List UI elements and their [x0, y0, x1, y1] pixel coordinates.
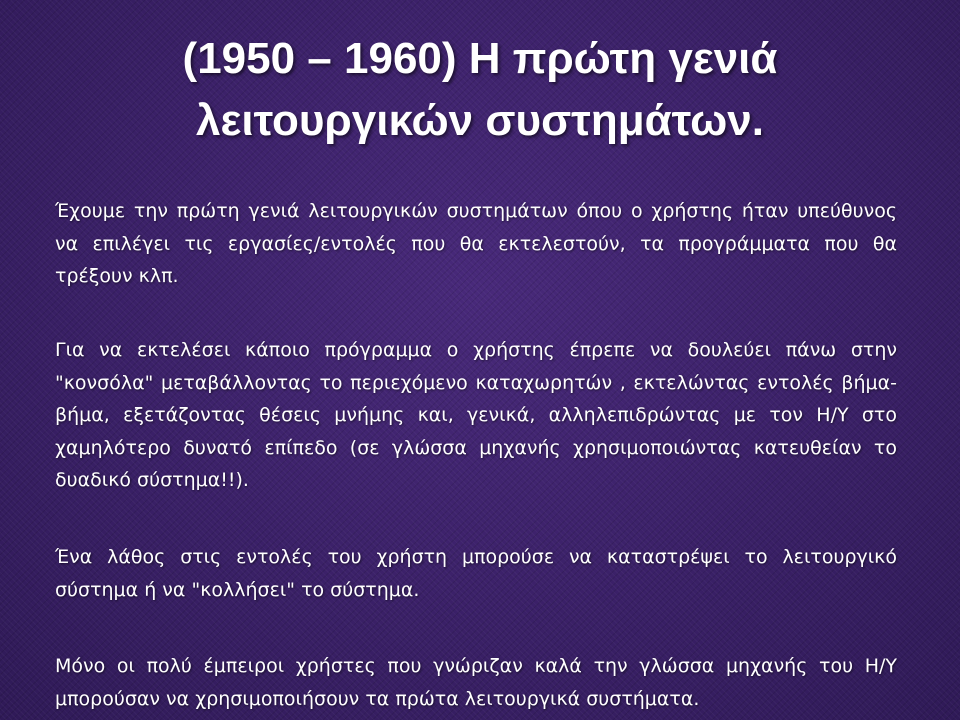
- body-paragraph-4: Μόνο οι πολύ έμπειροι χρήστες που γνώριζαν καλά την γλώσσα μηχανής του Η/Υ μπορούσαν να χρησιμοποιήσουν τα πρώτα λειτουργικά συστήματα.: [55, 655, 897, 710]
- body-paragraph-3: Ένα λάθος στις εντολές του χρήστη μπορούσε να καταστρέψει το λειτουργικό σύστημα ή να "κολλήσει" το σύστημα.: [55, 546, 897, 601]
- slide-title-line-2: λειτουργικών συστημάτων.: [196, 96, 764, 145]
- body-paragraph-1: Έχουμε την πρώτη γενιά λειτουργικών συστημάτων όπου ο χρήστης ήταν υπεύθυνος να επιλέγει τις εργασίες/εντολές που θα εκτελεστούν, τα προγράμματα που θα τρέξουν κλπ.: [55, 200, 897, 287]
- body-paragraph-2: Για να εκτελέσει κάποιο πρόγραμμα ο χρήστης έπρεπε να δουλεύει πάνω στην "κονσόλα" μεταβάλλοντας το περιεχόμενο καταχωρητών , εκτελώντας εντολές βήμα-βήμα, εξετάζοντας θέσεις μνήμης και, γενικά, αλληλεπιδρώντας με τον Η/Υ στο χαμηλότερο δυνατό επίπεδο (σε γλώσσα μηχανής χρησιμοποιώντας κατευθείαν το δυαδικό σύστημα!!).: [55, 339, 897, 491]
- slide-title-line-1: (1950 – 1960) Η πρώτη γενιά: [182, 34, 778, 83]
- slide-title: [60, 28, 900, 152]
